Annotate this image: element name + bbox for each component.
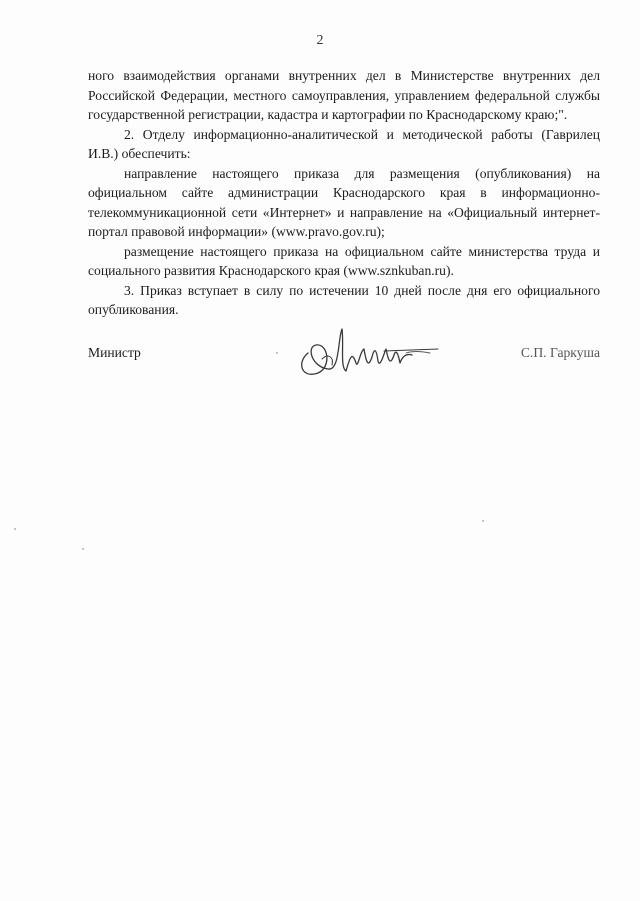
signer-name: С.П. Гаркуша (520, 345, 600, 360)
signer-title: Министр (88, 345, 141, 360)
paragraph-item-2: 2. Отделу информационно-аналитической и методической работы (Гаврилец И.В.) обеспечить: (88, 126, 600, 161)
document-body (88, 66, 600, 320)
scan-speck (276, 352, 278, 354)
scan-speck (82, 548, 84, 550)
paragraph-continuation: ного взаимодействия органами внутренних дел в Министерстве внутренних дел Российской Федерации, местного самоуправления, управлением федеральной службы государственной регистрации, кадастра и картографии по Краснодарскому краю;". (88, 68, 600, 122)
signature-block (88, 335, 600, 395)
page-number: 2 (316, 33, 324, 48)
paragraph-publication-ministry: размещение настоящего приказа на официальном сайте министерства труда и социального развития Краснодарского края (www.sznkuban.ru). (88, 243, 600, 278)
scan-speck (14, 528, 16, 530)
paragraph-item-3: 3. Приказ вступает в силу по истечении 10 дней после дня его официального опубликования. (88, 282, 600, 317)
handwritten-signature-icon (288, 323, 458, 387)
paragraph-publication-portal: направление настоящего приказа для размещения (опубликования) на официальном сайте администрации Краснодарского края в информационно-телекоммуникационной сети «Интернет» и направление на «Официальный интернет-портал правовой информации» (www.pravo.gov.ru); (88, 165, 600, 239)
scan-speck (482, 520, 484, 522)
